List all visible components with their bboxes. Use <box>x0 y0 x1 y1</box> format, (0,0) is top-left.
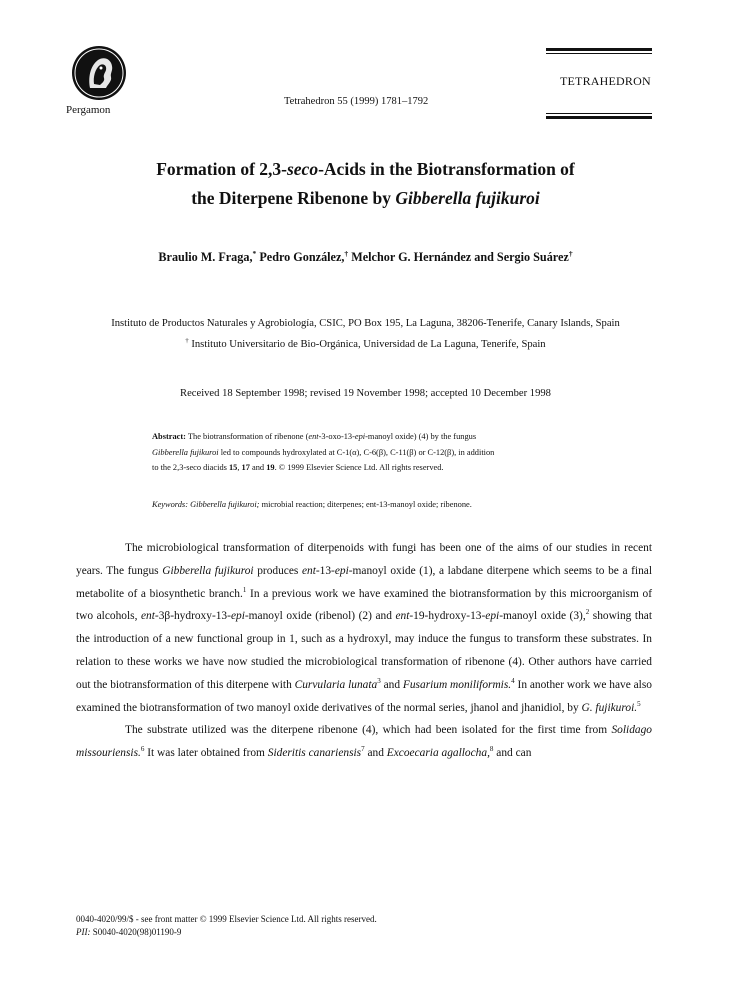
author-list <box>0 250 731 265</box>
front-matter-line: 0040-4020/99/$ - see front matter © 1999 Elsevier Science Ltd. All rights reserved. <box>76 914 377 924</box>
article-title-line1: Formation of 2,3-seco-Acids in the Biotransformation of <box>156 159 575 179</box>
header-rule-top-thin <box>546 53 652 54</box>
received-dates: Received 18 September 1998; revised 19 November 1998; accepted 10 December 1998 <box>180 388 551 399</box>
publisher-name: Pergamon <box>66 104 111 116</box>
journal-name: TETRAHEDRON <box>560 74 651 88</box>
copyright-footer <box>76 913 377 939</box>
author-name: Braulio M. Fraga, <box>158 250 253 264</box>
body-paragraph-2: The substrate utilized was the diterpene ribenone (4), which had been isolated for the first time from Solidago missouriensis.$^6$ It was later obtained from Sideritis canariensis$^7$ and Excoecaria agallocha,$^8$ and can <box>76 724 652 760</box>
affiliation-2: † Instituto Universitario de Bio-Orgánica, Universidad de La Laguna, Tenerife, Spain <box>185 337 546 350</box>
affiliation-1: Instituto de Productos Naturales y Agrobiología, CSIC, PO Box 195, La Laguna, 38206-Tenerife, Canary Islands, Spain <box>111 318 620 329</box>
header-rule-bottom <box>546 116 652 119</box>
abstract: Abstract: The biotransformation of ribenone (ent-3-oxo-13-epi-manoyl oxide) (4) by the fungus Gibberella fujikuroi led to compounds hydroxylated at C-1(α), C-6(β), C-11(β) or C-12(β), in addition to the 2,3-seco diacids 15, 17 and 19. © 1999 Elsevier Science Ltd. All rights reserved. <box>152 432 495 472</box>
header-rule-top <box>546 48 652 51</box>
author-mark: † <box>344 248 349 258</box>
author-mark: * <box>252 248 257 258</box>
pergamon-logo <box>70 44 128 102</box>
author-name: Pedro González, <box>259 250 345 264</box>
body-paragraph-1: The microbiological transformation of diterpenoids with fungi has been one of the aims of our studies in recent years. The fungus Gibberella fujikuroi produces ent-13-epi-manoyl oxide (1), a labdane diterpene which seems to be a final metabolite of a biosynthetic branch.$^1$ In a previous work we have examined the biotransformation by this microorganism of two alcohols, ent-3β-hydroxy-13-epi-manoyl oxide (ribenol) (2) and ent-19-hydroxy-13-epi-manoyl oxide (3),$^2$ showing that the introduction of a new functional group in 1, such as a hydroxyl, may induce the fungus to transform these substrates. In relation to these works we have now studied the microbiological transformation of ribenone (4). Other authors have carried out the biotransformation of this diterpene with Curvularia lunata$^3$ and Fusarium moniliformis.$^4$ In another work we have also examined the biotransformation of two manoyl oxide derivatives of the normal series, jhanol and jhanidiol, by G. fujikuroi.$^5$ <box>76 542 652 714</box>
body-text <box>76 537 652 765</box>
pii-line: PII: S0040-4020(98)01190-9 <box>76 927 182 937</box>
journal-reference: Tetrahedron 55 (1999) 1781–1792 <box>284 96 429 107</box>
keywords: Keywords: Gibberella fujikuroi; microbial reaction; diterpenes; ent-13-manoyl oxide; ribenone. <box>152 500 472 509</box>
header-rule-bottom-thin <box>546 113 652 114</box>
keywords-label: Keywords: <box>152 500 188 509</box>
author-name: Melchor G. Hernández and Sergio Suárez <box>351 250 569 264</box>
article-title-line2: the Diterpene Ribenone by Gibberella fujikuroi <box>191 188 540 208</box>
abstract-label: Abstract: <box>152 432 186 441</box>
author-mark: † <box>568 248 573 258</box>
